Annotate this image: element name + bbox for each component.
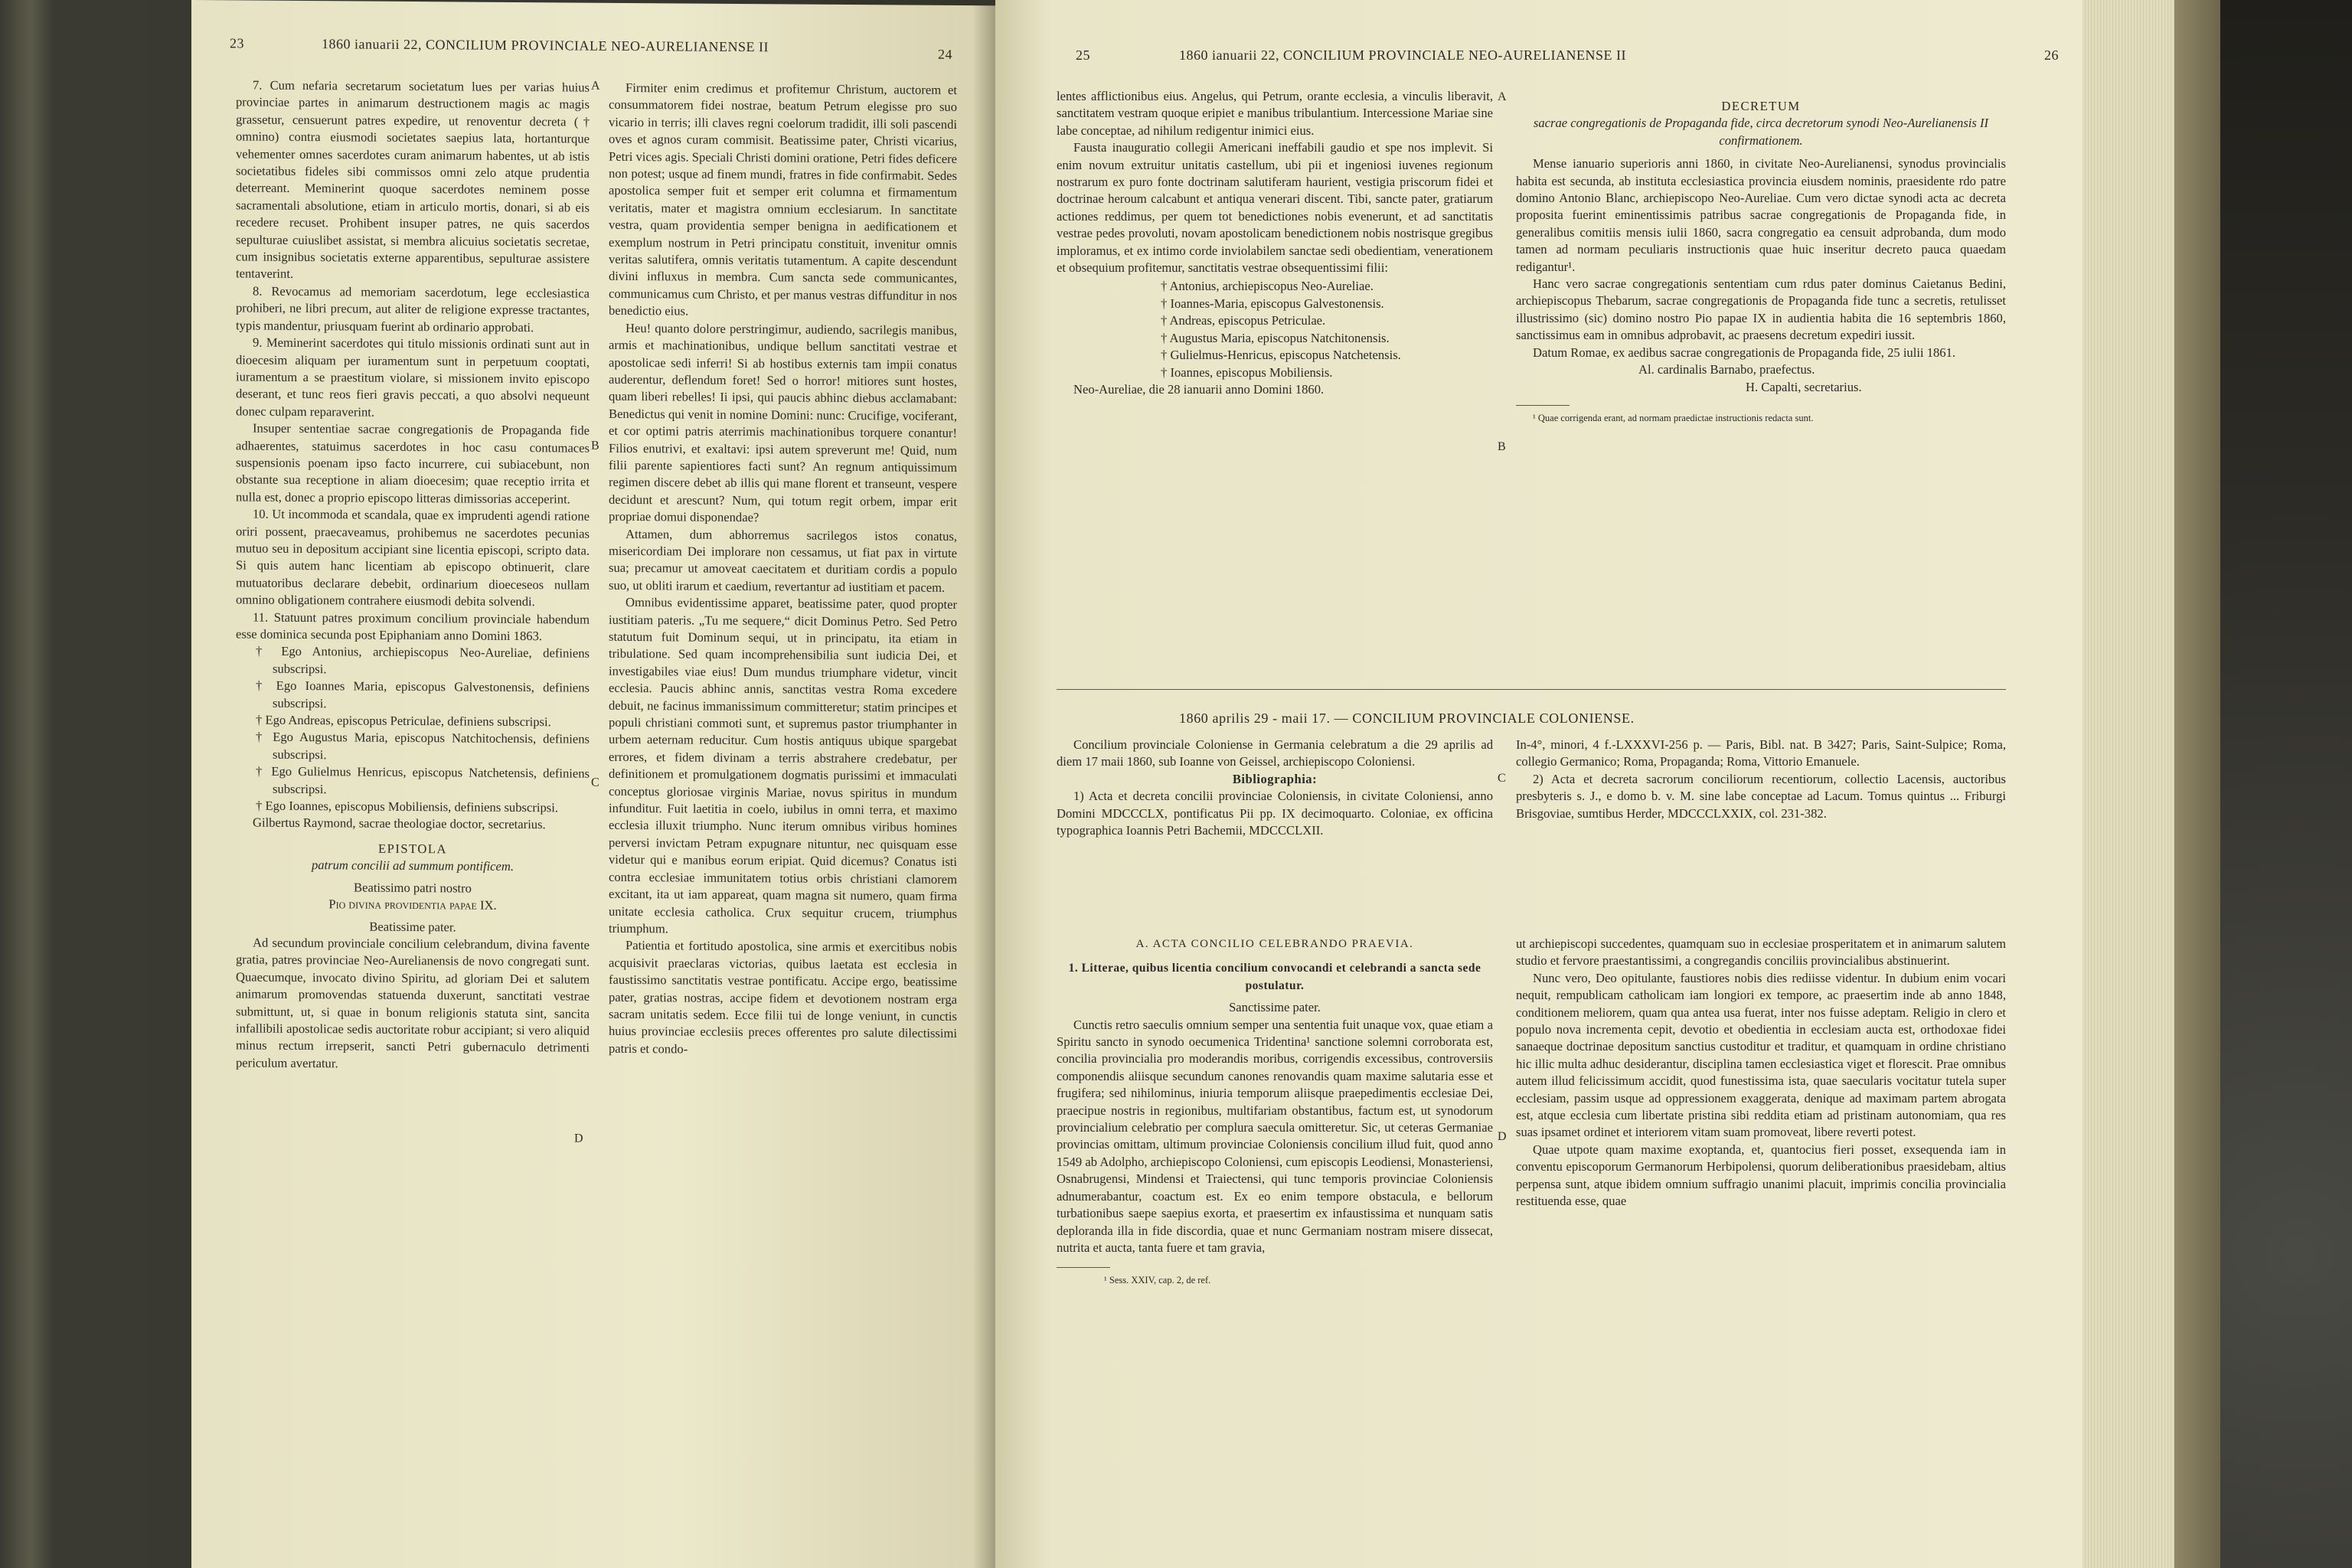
paragraph: Patientia et fortitudo apostolica, sine armis et exercitibus nobis acquisivit praeclaras victorias, quibus laetata est ecclesia in faustissimo sanctitatis vestrae pontificatu. Accipe ergo, beatissime pater, gratias nostras, accipe fidem et devotionem nostram erga sacram unitatis sedem. Ecce filii tui de longe veniunt, in cunctis huius provinciae ecclesiis preces offerentes pro salute dilectissimi patris et condo- [609,938,957,1057]
right-header-title: 1860 ianuarii 22, CONCILIUM PROVINCIALE NEO-AURELIANENSE II [1179,47,1626,63]
signature-line: † Ego Augustus Maria, episcopus Natchitochensis, definiens subscripsi. [256,730,590,763]
page-number-24: 24 [938,46,952,62]
paragraph: 9. Meminerint sacerdotes qui titulo missionis ordinati sunt aut in dioecesim aliquam per iuramentum sunt in perpetuum cooptati, iuramentum a se praestitum violare, si missionem invito episcopo deserant, et tunc reos fieri gravis peccati, a quo absolvi nequeunt donec culpam reparaverint. [236,335,590,420]
footnote: ¹ Quae corrigenda erant, ad normam praedictae instructionis redacta sunt. [1533,412,1814,423]
signer: † Andreas, episcopus Petriculae. [1161,313,1326,328]
signer: † Antonius, archiepiscopus Neo-Aureliae. [1161,279,1374,294]
left-page-column-2 [609,80,957,1060]
left-page-column-1 [236,77,590,1073]
signer: † Ioannes, episcopus Mobiliensis. [1161,364,1333,380]
section-divider [1057,689,2006,690]
epistola-subheading: patrum concilii ad summum pontificem. [311,858,514,874]
paragraph: Attamen, dum abhorremus sacrilegos istos conatus, misericordiam Dei implorare non cessamus, ut fiat pax in virtute sua; precamur ut amoveat caecitatem et duritiam cordis a populo suo, ut obliti irarum et caedium, revertantur ad iustitiam et pacem. [609,526,957,595]
section-title: 1860 aprilis 29 - maii 17. — CONCILIUM PROVINCIALE COLONIENSE. [1179,710,1635,726]
paragraph: 8. Revocamus ad memoriam sacerdotum, lege ecclesiastica prohiberi, ne libri precum, aut aliter de religione expresse tractantes, typis mandentur, priusquam fuerint ab ordinario approbati. [236,283,590,335]
left-header-title: 1860 ianuarii 22, CONCILIUM PROVINCIALE NEO-AURELIANENSE II [322,36,769,55]
intro-left-column [1057,737,1493,839]
paragraph: ut archiepiscopi succedentes, quamquam suo in ecclesiae prosperitatem et in animarum salutem studio et fervore praestantissimi, a congregandis conciliis provincialibus abstinuerint. [1516,936,2006,969]
greeting-line: Sanctissime pater. [1229,1000,1321,1015]
right-page-column-4 [1516,936,2006,1210]
margin-letter-b: B [591,439,599,452]
date-line: Neo-Aureliae, die 28 ianuarii anno Domini 1860. [1073,381,1325,397]
page-number-26: 26 [2044,47,2059,63]
signers-list [1057,278,1493,381]
margin-letter-d: D [1498,1130,1507,1143]
paragraph: Hanc vero sacrae congregationis sententiam cum rdus pater dominus Caietanus Bedini, archiepiscopus Thebarum, sacrae congregationis de Propaganda fide tunc a secretis, retulisset illustrissimo (sic) domino nostro Pio papae IX in audientia habita die 16 septembris 1860, sanctissimus eam in omnibus adprobavit, ac praesens decretum expediri iussit. [1516,276,2006,343]
paragraph: lentes afflictionibus eius. Angelus, qui Petrum, orante ecclesia, a vinculis liberavit, sanctitatem vestram quoque eripiet e manibus tribulantium. Intercessione Mariae sine labe conceptae, ad nihilum redigentur inimici eius. [1057,89,1493,138]
paragraph: Mense ianuario superioris anni 1860, in civitate Neo-Aurelianensi, synodus provincialis habita est secunda, ab instituta ecclesiastica provincia eiusdem nominis, praesidente rdo patre domino Antonio Blanc, archiepiscopo Neo-Aureliae. Cum vero dictae synodi acta ac decreta proposita fuerint eminentissimis patribus sacrae congregationis de Propaganda fide, in generalibus comitiis mensis iulii 1860, sacra congregatio ea censuit adprobanda, dum modo tamen ad normam peculiaris instructionis quae huic inseritur decreto pauca quaedam redigantur¹. [1516,156,2006,274]
paragraph: Firmiter enim credimus et profitemur Christum, auctorem et consummatorem fidei nostrae, beatum Petrum elegisse pro suo vicario in terris; illi claves regni coelorum tradidit, illi soli pascendi oves et agnos curam commisit. Beatissime pater, Christi vicarius, Petri vices agis. Speciali Christi domini oratione, Petri fides deficere non potest; usque ad finem mundi, fratres in fide confirmabit. Sedes apostolica semper fuit et semper erit columna et firmamentum veritatis, mater et magistra omnium ecclesiarum. In sanctitate vestra, quam providentia semper benigna in aedificationem et exemplum nostrum in Petri principatu constituit, invenitur omnis veritas salutifera, omnis veritatis tutamentum. A capite descendunt divini influxus in membra. Cum sancta sede communicantes, communicamus cum Christo, et per manus vestras diffunditur in nos benedictio eius. [609,80,957,318]
margin-letter-a: A [1498,90,1507,103]
addressee-line: Pio divina providentia papae IX. [328,897,497,913]
signature-line: † Ego Antonius, archiepiscopus Neo-Aureliae, definiens subscripsi. [256,643,590,677]
signature-line: † Ego Ioannes Maria, episcopus Galvestonensis, definiens subscripsi. [256,678,590,710]
right-page-column-2 [1516,98,2006,425]
paragraph: Heu! quanto dolore perstringimur, audiendo, sacrilegis manibus, armis et machinationibus, undique bellum sanctitati vestrae et apostolicae sedi inferri! Si ab hostibus externis tam impii conatus auderentur, deflendum foret! Sed o horror! mitiores sunt hostes, quam liberi rebelles! Ii ipsi, qui paucis abhinc diebus acclamabant: Benedictus qui venit in nomine Domini: nunc: Crucifige, vociferant, et cor optimi patris aterrimis machinationibus torquere conantur! Filios enutrivi, et exaltavi: ipsi autem spreverunt me! Quid, num filii parente sapientiores facti sunt? An regnum antiquissimum regimen discere debet ab illis qui mane florent et transeunt, vespere decidunt et arescunt? Num, qui totum regit orbem, impar erit propriae domui disponendae? [609,320,957,525]
footnote-rule [1516,405,1570,406]
left-running-head [230,35,957,62]
footnote: ¹ Sess. XXIV, cap. 2, de ref. [1104,1275,1211,1286]
signer: † Augustus Maria, episcopus Natchitonensis. [1161,330,1390,345]
decretum-subheading: sacrae congregationis de Propaganda fide, circa decretorum synodi Neo-Aurelianensis II confirmationem. [1533,116,1989,148]
paragraph: Quae utpote quam maxime exoptanda, et, quantocius fieri posset, exsequenda iam in conventu episcoporum Germanorum Herbipolensi, quorum deliberationibus praesidebam, altius perpensa sunt, atque ibidem omnium suffragio unanimi placuit, imprimis concilia provincialia restituenda esse, quae [1516,1142,2006,1209]
paragraph: Datum Romae, ex aedibus sacrae congregationis de Propaganda fide, 25 iulii 1861. [1533,345,1956,360]
margin-letter-d: D [574,1132,583,1145]
signature-line: † Ego Andreas, episcopus Petriculae, definiens subscripsi. [256,712,551,730]
epistola-heading: EPISTOLA [377,841,448,857]
footnote-rule [1057,1267,1110,1268]
signature-line: Al. cardinalis Barnabo, praefectus. [1638,362,1815,377]
paragraph: 10. Ut incommoda et scandala, quae ex imprudenti agendi ratione oriri possent, praecaveamus, prohibemus ne sacerdotes pecunias mutuo seu in depositum accipiant sine licentia episcopi, scripto data. Si quis autem hanc licentiam ab episcopo obtinuerit, clare mutuatoribus declarare debebit, ordinarium dioeceseos nullam omnino obligationem contrahere eiusmodi debita solvendi. [236,506,590,609]
margin-letter-b: B [1498,440,1506,453]
paragraph: Concilium provinciale Coloniense in Germania celebratum a die 29 aprilis ad diem 17 maii 1860, sub Ioanne von Geissel, archiepiscopo Coloniensi. [1057,737,1493,769]
signature-line: † Ego Ioannes, episcopus Mobiliensis, definiens subscripsi. [256,798,558,815]
secretary-line: Gilbertus Raymond, sacrae theologiae doctor, secretarius. [253,815,546,832]
signer: † Gulielmus-Henricus, episcopus Natchetensis. [1161,348,1401,363]
salutation-line: Beatissimo patri nostro [354,880,472,896]
page-number-23: 23 [230,35,244,51]
page-number-25: 25 [1076,47,1090,63]
signature-line: H. Capalti, secretarius. [1746,379,1862,394]
signature-line: † Ego Gulielmus Henricus, episcopus Natchetensis, definiens subscripsi. [256,763,590,796]
margin-letter-c: C [1498,772,1506,785]
bibliography-entry: 1) Acta et decreta concilii provinciae Coloniensis, in civitate Coloniensi, anno Domini MDCCCLX, pontificatus Pii pp. IX decimoquarto. Coloniae, ex officina typographica Ioannis Petri Bachemii, MDCCCLXII. [1057,789,1493,838]
intro-right-column [1516,737,2006,822]
acta-heading: A. ACTA CONCILIO CELEBRANDO PRAEVIA. [1135,938,1414,950]
paragraph: Ad secundum provinciale concilium celebrandum, divina favente gratia, patres provinciae Neo-Aurelianensis de novo congregati sunt. Quaecumque, invocato divino Spiritu, ad gloriam Dei et salutem animarum promovendas statuenda duxerunt, sanctitati vestrae submittunt, ut, si quae in bonum religionis statuta sint, sancita infallibili apostolicae sedis auctoritate robur accipiant; si vero aliquid minus rectum irrepserit, sancti Petri gubernaculo detrimenti periculum avertatur. [236,935,590,1071]
paragraph: 11. Statuunt patres proximum concilium provinciale habendum esse dominica secunda post Epiphaniam anno Domini 1863. [236,609,590,644]
bibliography-entry: 2) Acta et decreta sacrorum conciliorum recentiorum, collectio Lacensis, auctoribus presbyteris s. J., e domo b. v. M. sine labe conceptae ad Lacum. Tomus quintus ... Friburgi Brisgoviae, sumtibus Herder, MDCCCLXXIX, col. 231-382. [1516,771,2006,821]
book-cover-edge [2174,0,2220,1568]
paragraph: In-4°, minori, 4 f.-LXXXVI-256 p. — Paris, Bibl. nat. B 3427; Paris, Saint-Sulpice; Roma, collegio Germanico; Roma, Propaganda; Roma, Vittorio Emanuele. [1516,737,2006,769]
paragraph: Nunc vero, Deo opitulante, faustiores nobis dies rediisse videntur. In dubium enim vocari nequit, rempublicam catholicam iam longiori ex tempore, ac praesertim inde ab anno 1848, conditionem meliorem, quam qua antea usa fuerat, inter nos fuisse adeptam. Religio in clero et populo nova incrementa cepit, devotio et obedientia in ecclesiam aucta est, orthodoxae fidei sanaeque doctrinae depositum sanctius custoditur et traditur, et quamquam in ordine christiano hic illic multa adhuc desiderantur, disciplina tamen ecclesiastica viget et florescit. Prae omnibus autem illud felicissimum accidit, quod funestissima ista, quae saecularis vocitatur tutela super ecclesiam, passim usque ad oppressionem exaggerata, denique ad maximam partem abrogata est, atque ecclesia cum libertate pristina sibi reddita etiam ad pristinam autonomiam, qua res suas ipsamet ordinet et interiorem vitam suam promoveat, libere reverti potest. [1516,970,2006,1140]
right-page-column-3 [1057,936,1493,1287]
page-edges [2082,0,2174,1568]
paragraph: Cunctis retro saeculis omnium semper una sententia fuit unaque vox, quae etiam a Spiritu sancto in synodo oecumenica Tridentina¹ sanctione solemni corroborata est, concilia provincialia pro moderandis moribus, corrigendis excessibus, controversiis componendis aliisque secundum canones renovandis quam maxime salutaria esse et frugifera; sed nihilominus, iniuria temporum aliisque praepedimentis ecclesiae Dei, praecipue nostris in regionibus, multifariam obstantibus, factum est, ut synodorum provincialium celebratio per complura saecula omitteretur. Sic, ut ceteras Germaniae provincias omittam, ultimum provinciae Coloniensis concilium illud fuit, quod anno 1549 ab Adolpho, archiepiscopo Coloniensi, cum episcopis Leodiensi, Monasteriensi, Osnabrugensi, Mindensi et Traiectensi, qui tunc temporis provinciae Coloniensis adnumerabantur, coactum est. Ex eo enim tempore obstacula, e bellorum turbationibus saepe saepius exorta, et praesertim ex infaustissima et nunquam satis deploranda illa in fide discordia, quae et nunc Germaniam nostram misere dissecat, nutrita et aucta, tanta fuere et tam gravia, [1057,1017,1493,1255]
paragraph: Insuper sententiae sacrae congregationis de Propaganda fide adhaerentes, statuimus sacerdotes in hoc casu contumaces suspensionis poenam ipso facto incurrere, cui subiacebunt, non obstante sua receptione in aliam dioecesim; quae receptio irrita et nulla est, donec a proprio episcopo litteras dimissorias acceperint. [236,420,590,507]
margin-letter-c: C [591,776,599,789]
left-page [191,0,995,1568]
decretum-heading: DECRETUM [1721,99,1801,113]
right-page-column-1 [1057,88,1493,398]
paragraph: 7. Cum nefaria secretarum societatum lues per varias huius provinciae partes in animarum destructionem magis ac magis grassetur, censuerunt patres expedire, ut renoventur decreta († omnino) contra eiusmodi societates saepius lata, hortanturque vehementer omnes sacerdotes curam animarum habentes, ut ab istis societatibus fideles sibi commissos omni zelo atque prudentia deterreant. Meminerint quoque sacerdotes neminem posse sacramentali absolutione, etiam in articulo mortis, donari, si ab eis recedere recuset. Prohibent insuper patres, ne quis sacerdos sepulturae cuiuslibet assistat, si membra alicuius societatis secretae, cum insignibus societatis externe apparentibus, sepulturae assistere tentaverint. [236,77,590,282]
litterae-heading: 1. Litterae, quibus licentia concilium convocandi et celebrandi a sancta sede postulatur. [1068,962,1481,992]
bibliography-heading: Bibliographia: [1232,771,1318,786]
paragraph: Omnibus evidentissime apparet, beatissime pater, quod propter iustitiam pateris. „Tu me sequere,“ dicit Dominus Petro. Sed Petro statutum fuit Dominum sequi, ut in principatu, ita etiam in tribulatione. Sed quam incomprehensibilia sunt iudicia Dei, et investigabiles viae eius! Dum mundus triumphare videtur, vincit ecclesia. Paucis abhinc annis, sanctitas vestra Roma excedere debuit, ne facinus immanissimum committeretur; statim principes et populi christiani commoti sunt, et supremus pastor triumphanter in urbem aeternam reducitur. Cum hostis antiquus ubique spargebat errores, et fidem divinam a terris abstrahere credebatur, per definitionem et promulgationem dogmatis purissimi et immaculati conceptus gloriosae virginis Mariae, novus spiritus in mundum infunditur. Fuit laetitia in coelo, iubilus in omni terra, et maximo ecclesia illuxit triumpho. Nunc iterum omnibus viribus homines perversi invictam Petram expugnare nituntur, nec quisquam esse videtur qui e manibus eorum eripiat. Quid dicemus? Conatus isti contra ecclesiae immunitatem totius orbis christiani clamorem excitant, ita ut iam appareat, quam magna sit numero, quam firma unitate ecclesia catholica. Crux sequitur crucem, triumphus triumphum. [609,595,957,936]
greeting-line: Beatissime pater. [369,919,456,934]
signer: † Ioannes-Maria, episcopus Galvestonensis. [1161,296,1384,311]
paragraph: Fausta inauguratio collegii Americani ineffabili gaudio et spe nos implevit. Si enim novum extruitur unitatis castellum, ubi pii et ingeniosi iuvenes regionum nostrarum ex puro fonte doctrinam salutiferam haurient, vestigia priscorum fidei et doctrinae heroum calcabunt et antiqua venerari discent. Tibi, sancte pater, gratiarum actiones reddimus, per quem tot benedictiones nobis evenerunt, et ad sanctitatis vestrae pedes provoluti, novam apostolicam benedictionem nobis nostrisque gregibus imploramus, et ex intimo corde inviolabilem sanctae sedi obedientiam, venerationem et obsequium profitemur, sanctitatis vestrae obsequentissimi filii: [1057,140,1493,276]
desk-surface [2220,0,2352,1568]
right-page [995,0,2082,1568]
margin-letter-a: A [591,79,600,93]
